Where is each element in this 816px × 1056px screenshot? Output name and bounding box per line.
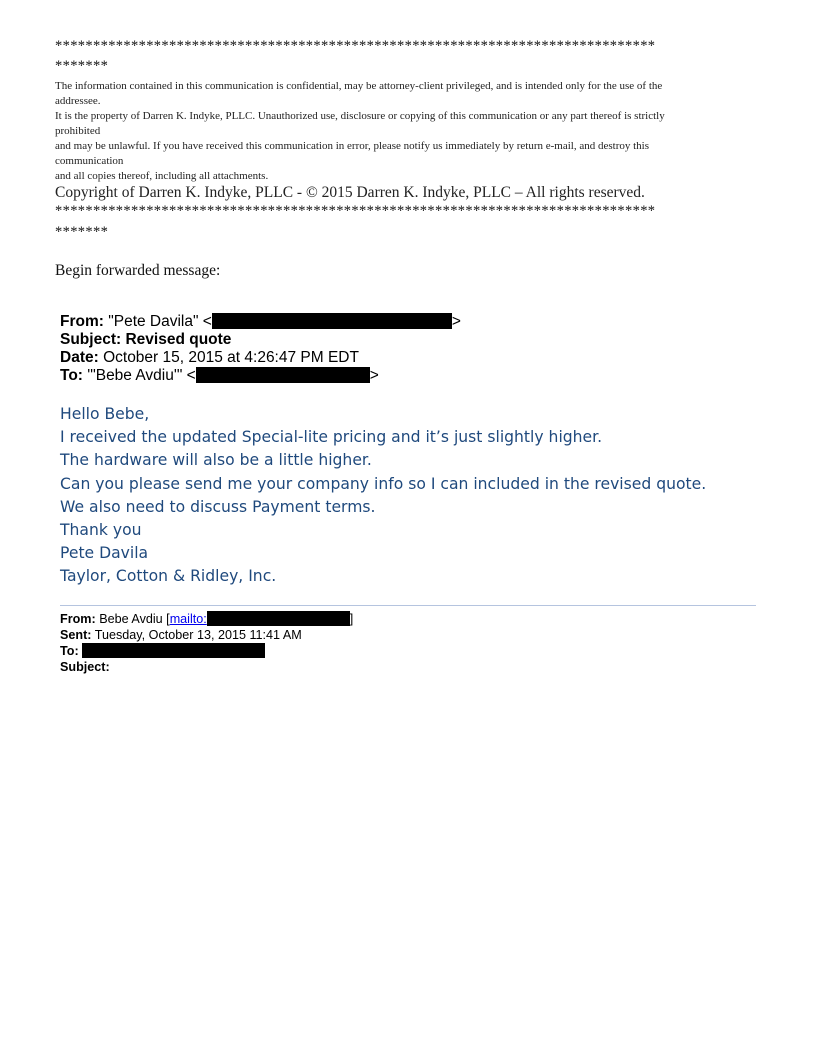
subject-label: Subject:	[60, 331, 122, 348]
quoted-from-row	[60, 611, 760, 627]
body-line: We also need to discuss Payment terms.	[60, 497, 376, 516]
message-body	[60, 403, 780, 589]
redacted-email-block	[82, 643, 265, 658]
divider-stars-bottom-wrap: *******	[55, 224, 109, 240]
to-recipient: '"Bebe Avdiu'" <	[87, 367, 196, 384]
signature-company: Taylor, Cotton & Ridley, Inc.	[60, 567, 277, 586]
divider-stars-bottom: *******************************************************************************	[55, 203, 656, 219]
copyright-notice: Copyright of Darren K. Indyke, PLLC - © 2015 Darren K. Indyke, PLLC – All rights reserved.	[55, 184, 645, 201]
from-label: From:	[60, 313, 104, 330]
disclaimer-line: and all copies thereof, including all attachments.	[55, 170, 269, 182]
disclaimer-line: The information contained in this communication is confidential, may be attorney-client privileged, and is intended only for the use of the	[55, 80, 663, 92]
quoted-message-divider	[60, 605, 756, 606]
date-value: October 15, 2015 at 4:26:47 PM EDT	[103, 349, 359, 366]
from-sender: "Pete Davila" <	[108, 313, 212, 330]
forwarded-message-intro: Begin forwarded message:	[55, 262, 221, 279]
redacted-email-block	[207, 611, 350, 626]
disclaimer-line: addressee.	[55, 95, 101, 107]
redacted-email-block	[196, 367, 370, 383]
quoted-sent-value: Tuesday, October 13, 2015 11:41 AM	[94, 628, 302, 642]
mailto-link[interactable]: mailto:	[169, 612, 207, 626]
forwarded-header	[60, 313, 760, 385]
disclaimer-line: and may be unlawful. If you have received this communication in error, please notify us immediately by return e-mail, and destroy this	[55, 140, 649, 152]
signature-name: Pete Davila	[60, 544, 149, 563]
divider-stars-top: *******************************************************************************	[55, 38, 656, 54]
body-line: I received the updated Special-lite pricing and it’s just slightly higher.	[60, 428, 603, 447]
quoted-to-label: To:	[60, 644, 79, 658]
to-label: To:	[60, 367, 83, 384]
divider-stars-top-wrap: *******	[55, 58, 109, 74]
disclaimer-line: communication	[55, 155, 124, 167]
date-label: Date:	[60, 349, 99, 366]
quoted-sent-row	[60, 627, 760, 643]
body-line: Hello Bebe,	[60, 405, 150, 423]
header-date-row	[60, 349, 760, 367]
quoted-subject-row	[60, 659, 760, 675]
quoted-to-row	[60, 643, 760, 659]
subject-value: Revised quote	[125, 331, 232, 348]
redacted-email-block	[212, 313, 452, 329]
disclaimer-line: It is the property of Darren K. Indyke, PLLC. Unauthorized use, disclosure or copying of this communication or any part thereof is strictly	[55, 110, 665, 122]
header-subject-row	[60, 331, 760, 349]
header-to-row	[60, 367, 760, 385]
quoted-from-sender: Bebe Avdiu [	[99, 612, 170, 626]
body-line: The hardware will also be a little higher.	[60, 451, 372, 470]
quoted-from-label: From:	[60, 612, 96, 626]
to-bracket-end: >	[369, 367, 379, 384]
quoted-from-bracket-end: ]	[349, 612, 354, 626]
quoted-sent-label: Sent:	[60, 628, 92, 642]
quoted-subject-label: Subject:	[60, 660, 110, 674]
quoted-header	[60, 611, 760, 675]
from-bracket-end: >	[451, 313, 461, 330]
body-line: Thank you	[60, 521, 142, 540]
header-from-row	[60, 313, 760, 331]
disclaimer-line: prohibited	[55, 125, 101, 137]
body-line: Can you please send me your company info so I can included in the revised quote.	[60, 474, 707, 493]
